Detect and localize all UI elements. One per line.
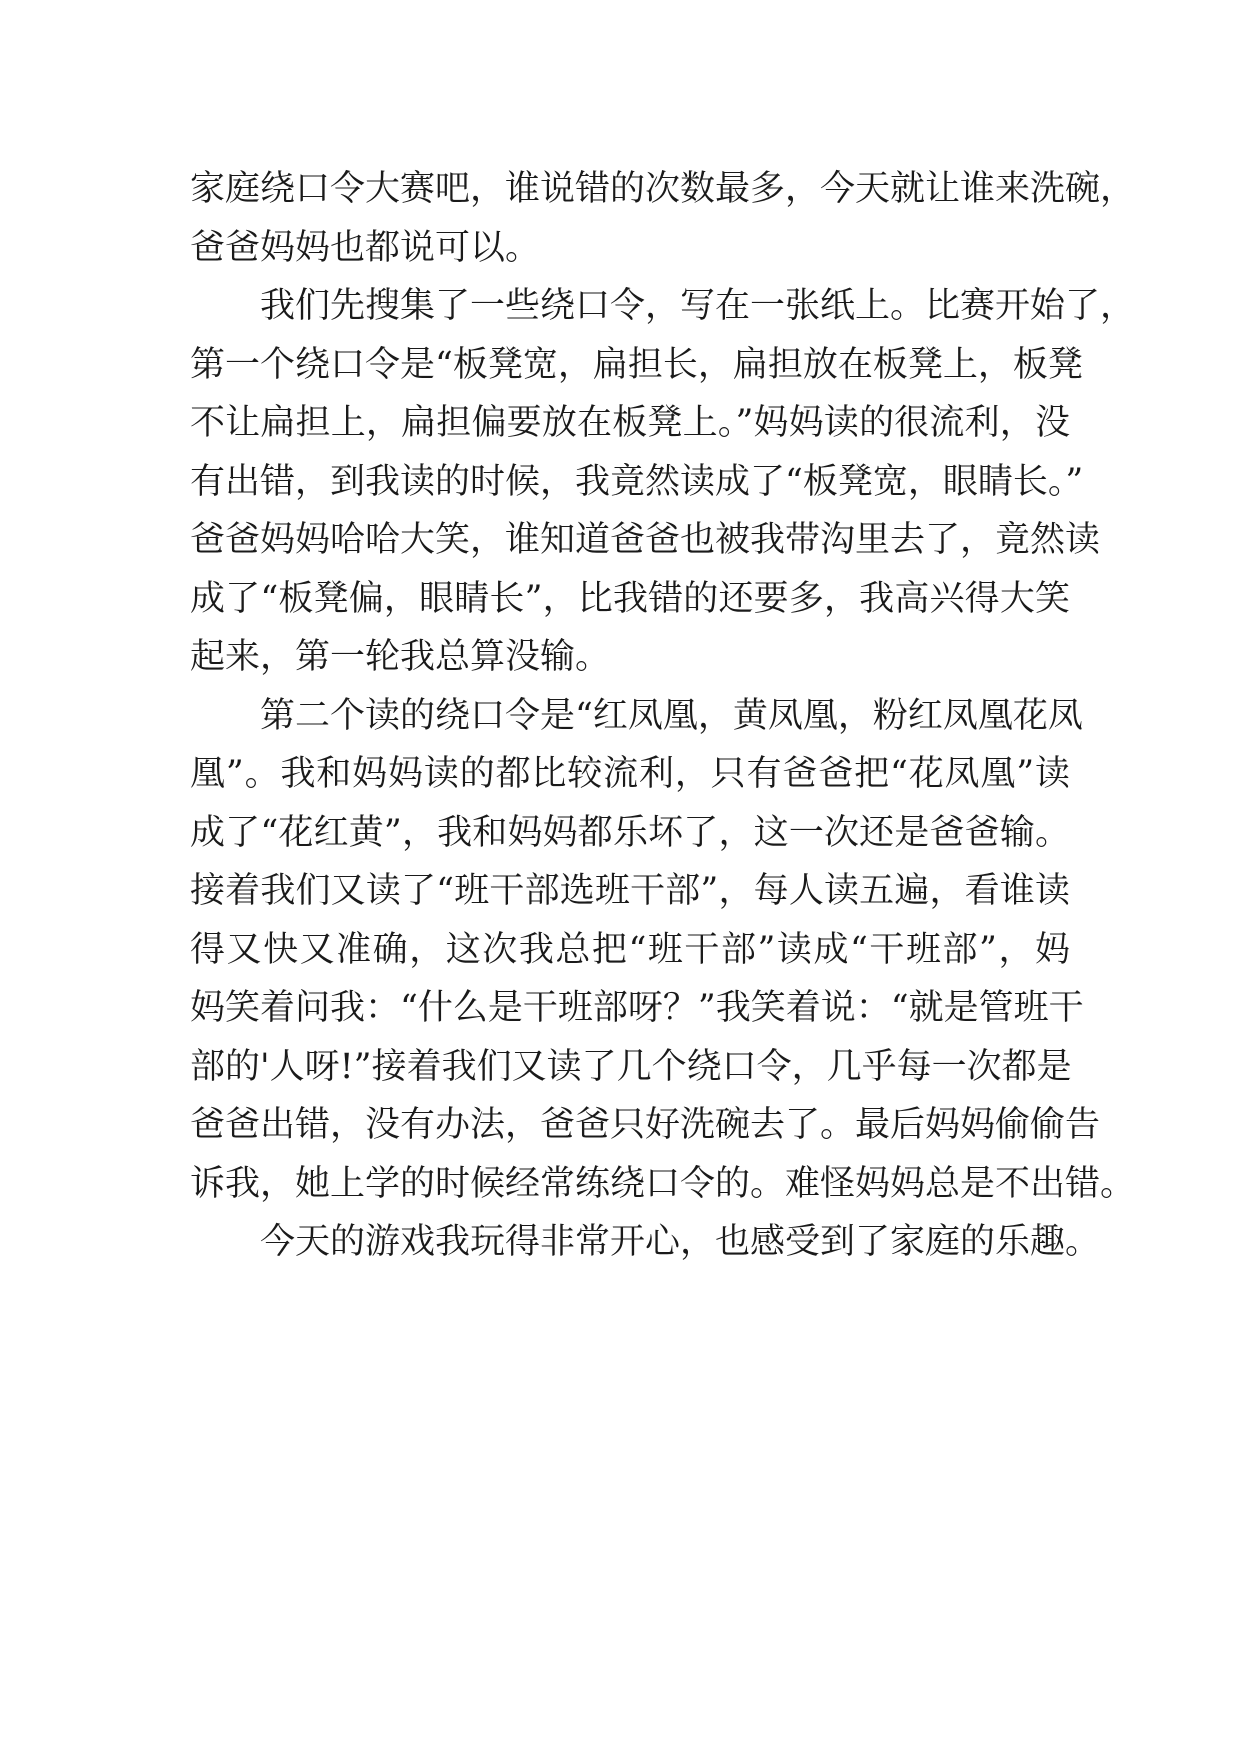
text-line: 家庭绕口令大赛吧，谁说错的次数最多，今天就让谁来洗碗， <box>190 169 1136 209</box>
text-line: 成了“板凳偏，眼睛长”，比我错的还要多，我高兴得大笑 <box>190 578 1070 619</box>
text-line: 今天的游戏我玩得非常开心，也感受到了家庭的乐趣。 <box>260 1222 1101 1262</box>
text-line: 爸爸妈妈哈哈大笑，谁知道爸爸也被我带沟里去了，竟然读 <box>190 520 1101 560</box>
document-body <box>190 160 1136 1272</box>
text-line: 第二个读的绕口令是“红凤凰，黄凤凰，粉红凤凰花凤 <box>260 695 1083 736</box>
text-line: 凰”。我和妈妈读的都比较流利，只有爸爸把“花凤凰”读 <box>190 754 1070 794</box>
text-line: 诉我，她上学的时候经常练绕口令的。难怪妈妈总是不出错。 <box>190 1163 1136 1204</box>
text-line: 妈笑着问我：“什么是干班部呀？”我笑着说：“就是管班干 <box>190 988 1084 1028</box>
text-line: 有出错，到我读的时候，我竟然读成了“板凳宽，眼睛长。” <box>190 461 1084 502</box>
text-line: 爸爸妈妈也都说可以。 <box>190 227 541 268</box>
text-line: 爸爸出错，没有办法，爸爸只好洗碗去了。最后妈妈偷偷告 <box>190 1105 1101 1145</box>
text-line: 成了“花红黄”，我和妈妈都乐坏了，这一次还是爸爸输。 <box>190 812 1070 853</box>
text-line: 不让扁担上，扁担偏要放在板凳上。”妈妈读的很流利，没 <box>190 403 1070 443</box>
text-line: 第一个绕口令是“板凳宽，扁担长，扁担放在板凳上，板凳 <box>190 344 1083 385</box>
text-line: 起来，第一轮我总算没输。 <box>190 637 611 677</box>
text-line: 我们先搜集了一些绕口令，写在一张纸上。比赛开始了， <box>260 286 1136 326</box>
text-line: 得又快又准确，这次我总把“班干部”读成“干班部”，妈 <box>190 929 1070 970</box>
text-line: 接着我们又读了“班干部选班干部”，每人读五遍，看谁读 <box>190 871 1070 911</box>
text-line: 部的'人呀!”接着我们又读了几个绕口令，几乎每一次都是 <box>190 1046 1072 1087</box>
